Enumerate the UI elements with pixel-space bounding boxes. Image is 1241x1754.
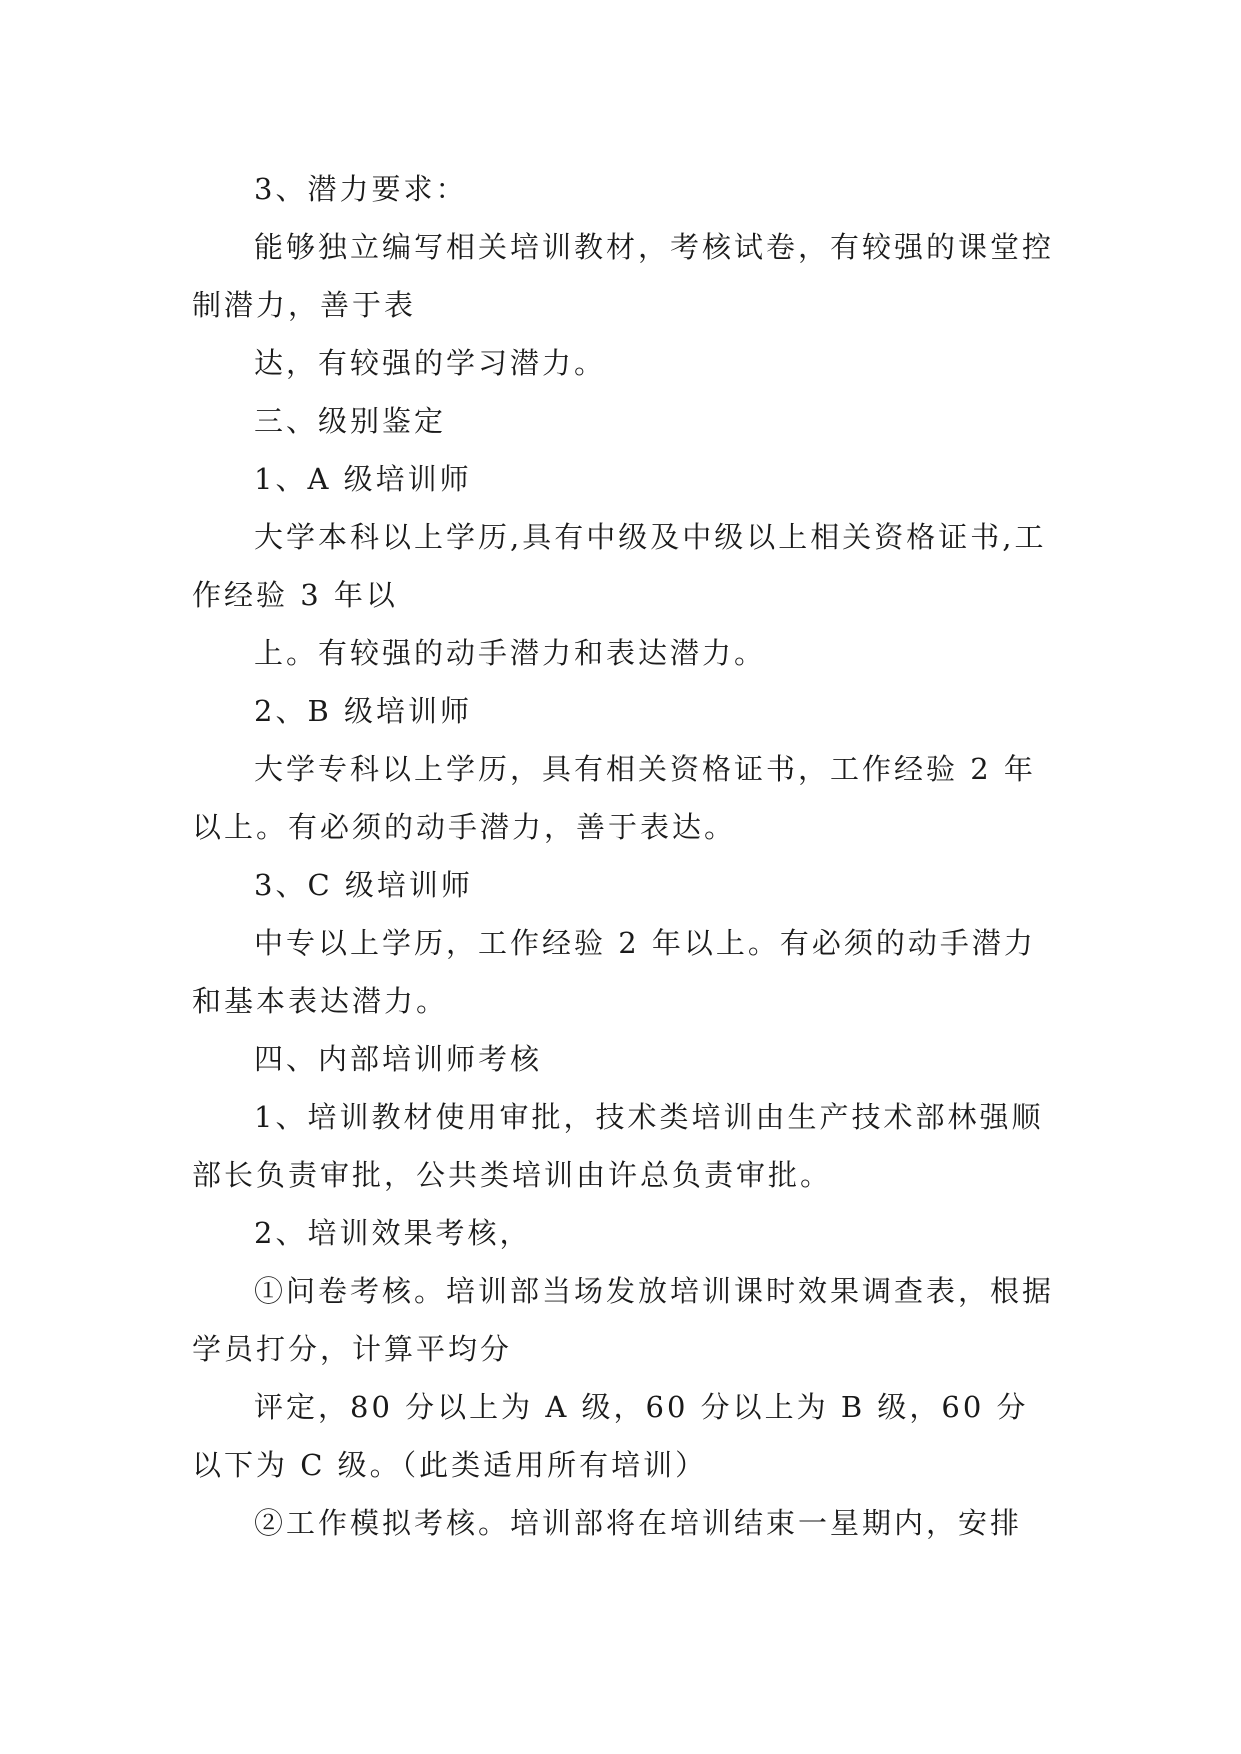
paragraph-potential-requirements-text-1: 能够独立编写相关培训教材，考核试卷，有较强的课堂控制潜力，善于表 [192,230,1055,322]
paragraph-questionnaire-assessment-1: ①问卷考核。培训部当场发放培训课时效果调查表，根据学员打分，计算平均分 [192,1274,1055,1366]
paragraph-training-effect-heading: 2、培训效果考核， [254,1216,532,1250]
paragraph-level-b-text: 大学专科以上学历，具有相关资格证书，工作经验 2 年以上。有必须的动手潜力，善于表达。 [192,752,1036,844]
section-heading-level-assessment: 三、级别鉴定 [254,404,447,438]
paragraph-potential-requirements-heading: 3、潜力要求： [254,172,468,206]
paragraph-level-c-heading: 3、C 级培训师 [254,868,473,902]
paragraph-level-c-text: 中专以上学历，工作经验 2 年以上。有必须的动手潜力和基本表达潜力。 [192,926,1036,1018]
paragraph-material-approval: 1、培训教材使用审批，技术类培训由生产技术部林强顺部长负责审批，公共类培训由许总负责审批。 [192,1100,1044,1192]
paragraph-level-a-heading: 1、A 级培训师 [254,462,472,496]
paragraph-level-a-text-1: 大学本科以上学历,具有中级及中级以上相关资格证书,工作经验 3 年以 [192,520,1047,612]
paragraph-potential-requirements-text-2: 达，有较强的学习潜力。 [254,346,607,380]
document-body [192,160,1060,1552]
paragraph-work-simulation-assessment: ②工作模拟考核。培训部将在培训结束一星期内，安排 [254,1506,1023,1540]
paragraph-level-b-heading: 2、B 级培训师 [254,694,472,728]
paragraph-level-a-text-2: 上。有较强的动手潜力和表达潜力。 [254,636,767,670]
section-heading-internal-trainer-assessment: 四、内部培训师考核 [254,1042,543,1076]
paragraph-questionnaire-assessment-2: 评定，80 分以上为 A 级，60 分以上为 B 级，60 分以下为 C 级。（此类适用所有培训） [192,1390,1029,1482]
